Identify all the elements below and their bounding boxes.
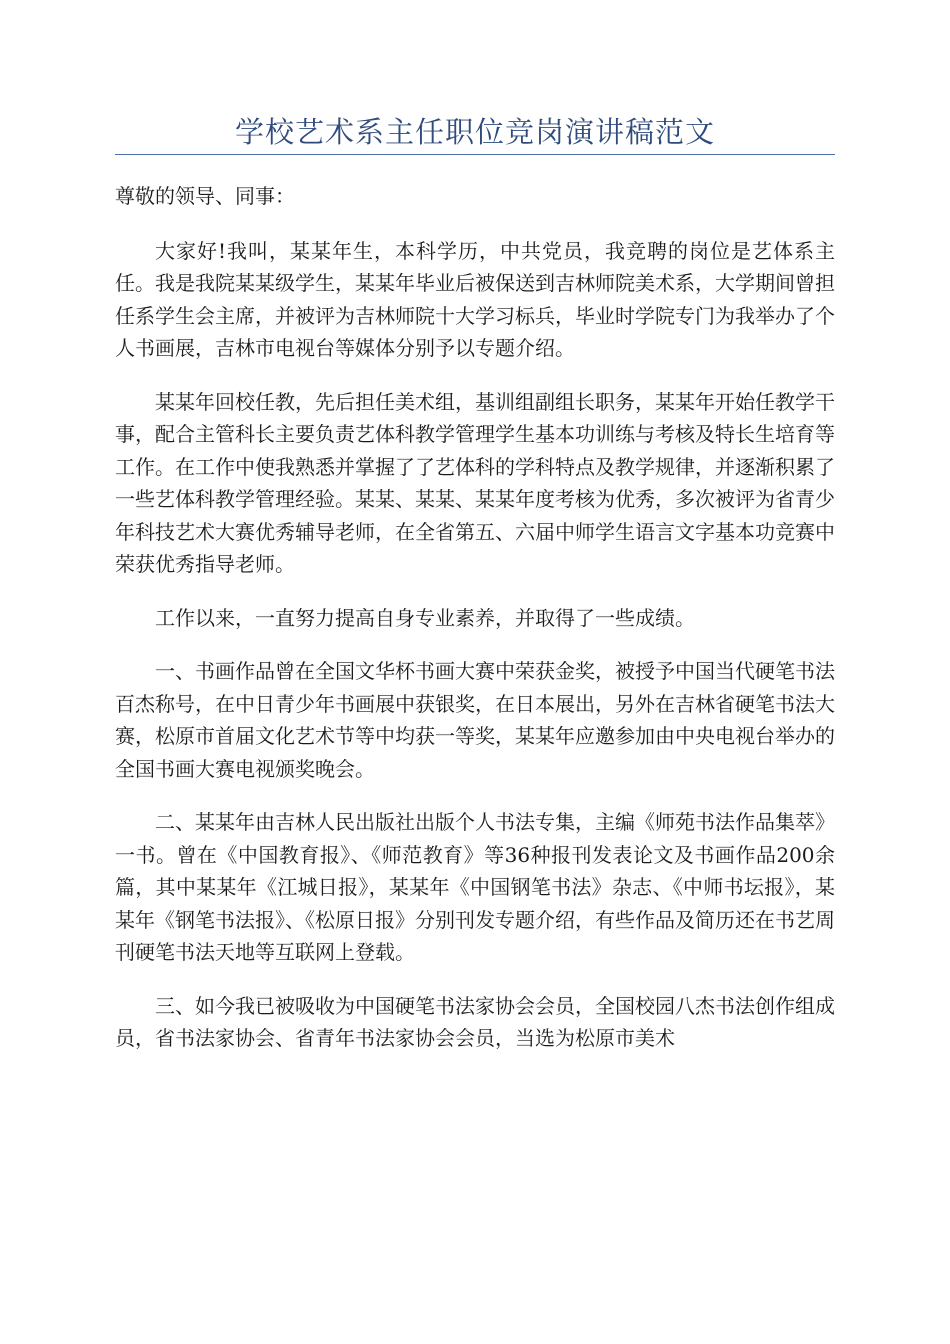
paragraph-career: 某某年回校任教，先后担任美术组，基训组副组长职务，某某年开始任教学干事，配合主管科长主要负责艺体科教学管理学生基本功训练与考核及特长生培育等工作。在工作中使我熟悉并掌握了了艺体科的学科特点及教学规律，并逐渐积累了一些艺体科教学管理经验。某某、某某、某某年度考核为优秀，多次被评为省青少年科技艺术大赛优秀辅导老师，在全省第五、六届中师学生语言文字基本功竞赛中荣获优秀指导老师。	[115, 389, 835, 576]
paragraph-achievements-lead: 工作以来，一直努力提高自身专业素养，并取得了一些成绩。	[155, 605, 695, 630]
salutation: 尊敬的领导、同事：	[115, 184, 295, 208]
paragraph-achievement-3: 三、如今我已被吸收为中国硬笔书法家协会会员，全国校园八杰书法创作组成员，省书法家协会、省青年书法家协会会员，当选为松原市美术	[115, 993, 835, 1050]
title-underline	[115, 154, 835, 155]
page-title: 学校艺术系主任职位竞岗演讲稿范文	[234, 115, 715, 149]
paragraph-achievement-2: 二、某某年由吉林人民出版社出版个人书法专集，主编《师苑书法作品集萃》一书。曾在《中国教育报》、《师范教育》等36种报刊发表论文及书画作品200余篇，其中某某年《江城日报》，某某年《中国钢笔书法》杂志、《中师书坛报》，某某年《钢笔书法报》、《松原日报》分别刊发专题介绍，有些作品及简历还在书艺周刊硬笔书法天地等互联网上登载。	[115, 810, 835, 964]
paragraph-achievement-1: 一、书画作品曾在全国文华杯书画大赛中荣获金奖，被授予中国当代硬笔书法百杰称号，在中日青少年书画展中获银奖，在日本展出，另外在吉林省硬笔书法大赛，松原市首届文化艺术节等中均获一等奖，某某年应邀参加由中央电视台举办的全国书画大赛电视颁奖晚会。	[115, 659, 835, 781]
paragraph-intro: 大家好!我叫，某某年生，本科学历，中共党员，我竞聘的岗位是艺体系主任。我是我院某某级学生，某某年毕业后被保送到吉林师院美术系，大学期间曾担任系学生会主席，并被评为吉林师院十大学习标兵，毕业时学院专门为我举办了个人书画展，吉林市电视台等媒体分别予以专题介绍。	[115, 238, 835, 360]
document-body	[115, 180, 835, 1076]
